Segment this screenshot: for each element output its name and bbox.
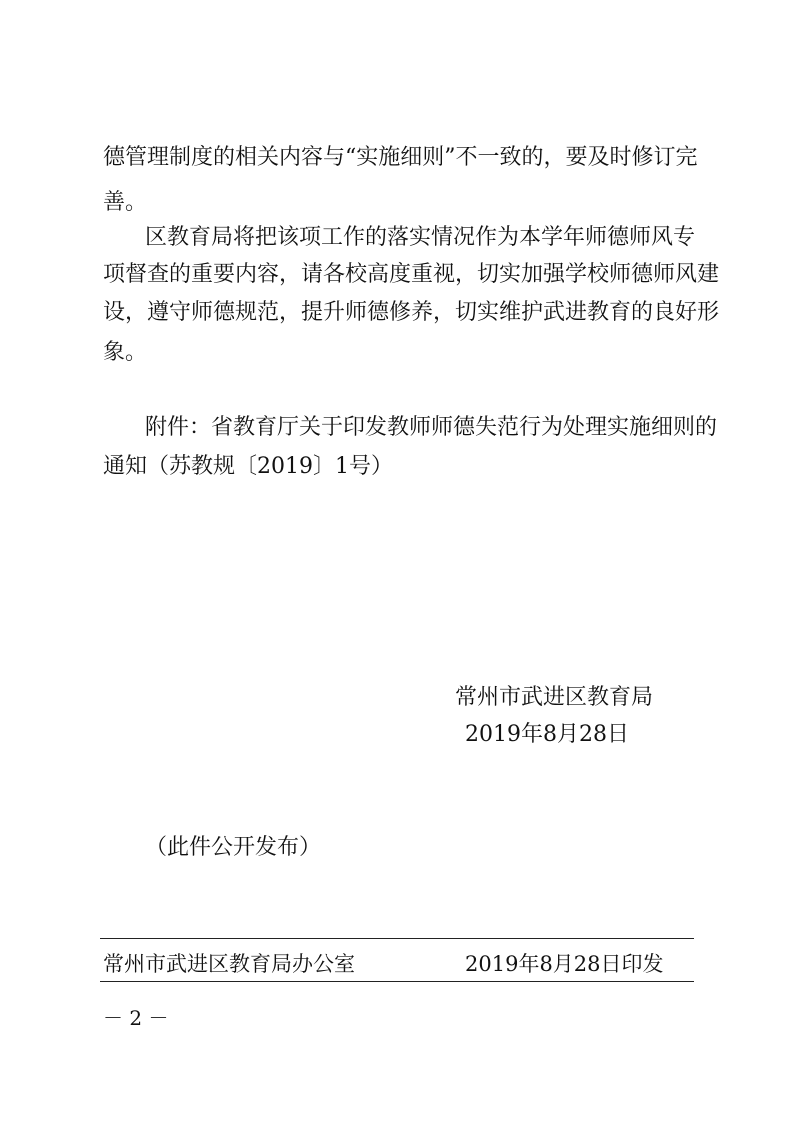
paragraph-2-line-3: 设，遵守师德规范，提升师德修养，切实维护武进教育的良好形 — [103, 300, 720, 325]
public-release-note: （此件公开发布） — [145, 835, 322, 860]
paragraph-1-line-2: 善。 — [103, 190, 148, 215]
paragraph-1-line-1: 德管理制度的相关内容与“实施细则”不一致的，要及时修订完 — [103, 145, 698, 170]
paragraph-2-line-1: 区教育局将把该项工作的落实情况作为本学年师德师风专 — [145, 225, 696, 250]
footer-office: 常州市武进区教育局办公室 — [103, 952, 355, 976]
page-number: － 2 － — [103, 1006, 169, 1030]
attachment-line-1: 附件：省教育厅关于印发教师师德失范行为处理实施细则的 — [145, 415, 718, 440]
paragraph-2-line-2: 项督查的重要内容，请各校高度重视，切实加强学校师德师风建 — [103, 262, 720, 287]
footer-bottom-rule — [100, 981, 694, 982]
footer-top-rule — [100, 938, 694, 939]
signature-date: 2019年8月28日 — [465, 722, 629, 747]
footer-issue-date: 2019年8月28日印发 — [465, 952, 664, 976]
paragraph-2-line-4: 象。 — [103, 340, 148, 365]
issuer-signature: 常州市武进区教育局 — [455, 685, 654, 710]
attachment-line-2: 通知（苏教规〔2019〕1号） — [103, 454, 393, 479]
